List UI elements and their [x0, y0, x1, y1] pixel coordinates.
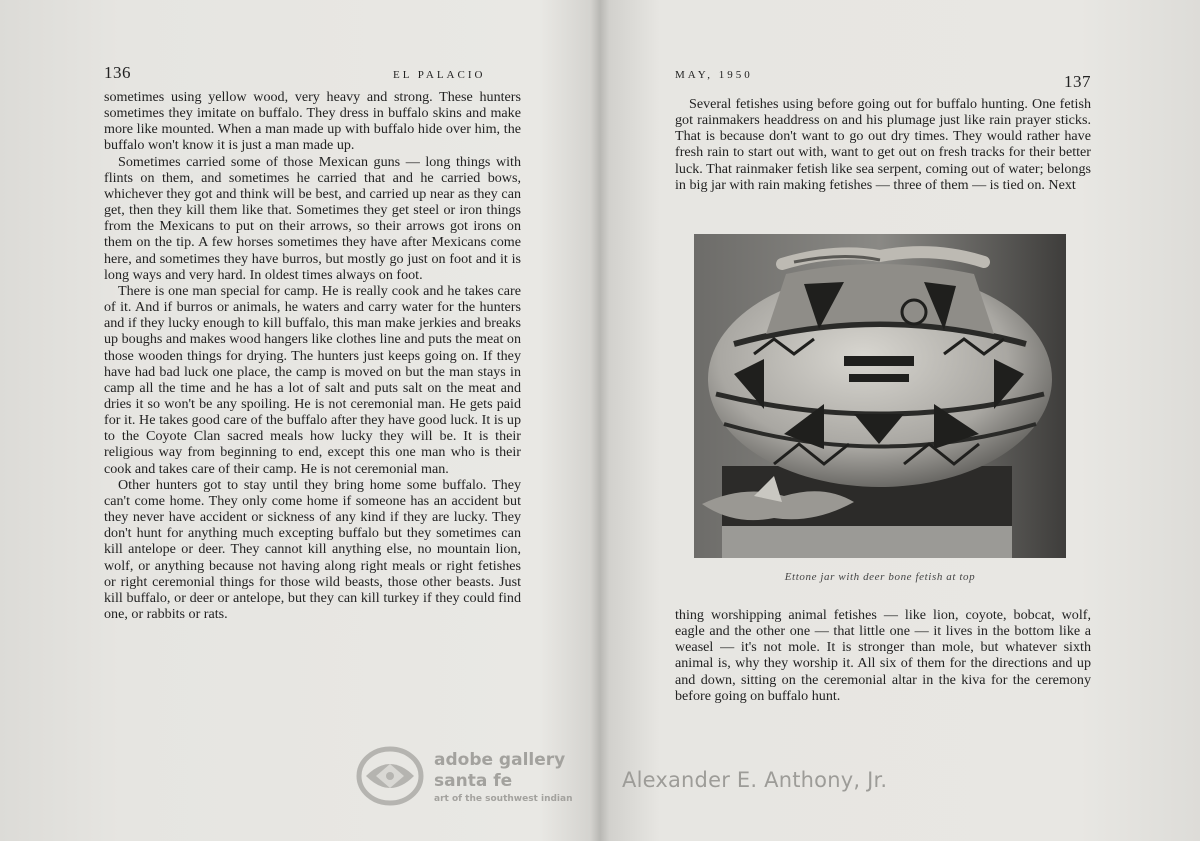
- watermark-tagline: art of the southwest indian: [434, 794, 573, 804]
- photo-ettone-jar: [694, 234, 1066, 558]
- adobe-gallery-watermark: [356, 746, 596, 812]
- gallery-logo-icon: [356, 746, 424, 806]
- left-page: [0, 0, 598, 841]
- figure-caption: Ettone jar with deer bone fetish at top: [784, 571, 976, 583]
- running-head: EL PALACIO: [393, 69, 486, 81]
- paragraph: Other hunters got to stay until they bring home some buffalo. They can't come home. They only come home if someone has an accident but they never have accident or sickness of any kind if they are lucky. They don't hunt for anything much excepting buffalo but they sometimes can kill antelope or deer. They cannot kill anything else, no mountain lion, wolf, or anything because not having along right meals or right fetishes or right ceremonial things for those wild beasts, those other beasts. Just kill buffalo, or deer or antelope, but they can kill turkey if they could find one, or rabbits or rats.: [104, 476, 521, 622]
- paragraph: sometimes using yellow wood, very heavy and strong. These hunters sometimes they imitate on buffalo. They dress in buffalo skins and make more like mounted. When a man made up with buffalo hide over him, the buffalo won't know it is just a man made up.: [104, 89, 521, 154]
- watermark-line-1: adobe gallery: [434, 750, 566, 770]
- left-page-body: [104, 89, 521, 622]
- paragraph: Sometimes carried some of those Mexican guns — long things with flints on them, and sometimes he carried that and he carried bows, whichever they got and think will be best, and carried up near as they can get, then they kill them like that. Sometimes they get steel or iron things from the Mexicans to put on their arrows, so their arrows got irons on them on the tip. A few horses sometimes they have after Mexicans come here, and sometimes they have burros, but mostly go just on foot and it is long ways and very hard. In oldest times always on foot.: [104, 153, 521, 283]
- right-page-top-text: [675, 96, 1091, 193]
- photographer-signature: Alexander E. Anthony, Jr.: [622, 768, 888, 792]
- watermark-title: [434, 750, 565, 792]
- paragraph: Several fetishes using before going out for buffalo hunting. One fetish got rainmakers headdress on and his plumage just like rain prayer sticks. That is because don't want to go out dry times. They would rather have fresh rain to start out with, want to get out on fresh tracks for their better luck. That rainmaker fetish like sea serpent, coming out of water; belongs in big jar with rain making fetishes — three of them — is tied on. Next: [675, 96, 1091, 193]
- paragraph: There is one man special for camp. He is really cook and he takes care of it. And if burros or animals, he waters and carry water for the hunters and if they lucky enough to kill buffalo, this man make jerkies and breaks up boughs and makes wood hangers like clothes line and puts the meat on those wooden things for drying. The hunters just keeps going on. If they have had bad luck one place, the camp is moved on but the man stays in camp all the time and he has a lot of salt and puts salt on the meat and dries it so won't be any spoiling. He is not ceremonial man. He gets paid for it. He takes good care of the buffalo after they have good luck. It is up to the Coyote Clan sacred meals how lucky they will be. It is their religious way from beginning to end, except this one man who is their cook and takes care of their camp. He is not ceremonial man.: [104, 282, 521, 477]
- right-page-bottom-text: [675, 607, 1091, 704]
- page-number: 137: [1064, 72, 1091, 91]
- running-head: MAY, 1950: [675, 69, 753, 81]
- right-page: [602, 0, 1200, 841]
- page-number: 136: [104, 63, 131, 82]
- jar-illustration: [694, 234, 1066, 558]
- paragraph: thing worshipping animal fetishes — like lion, coyote, bobcat, wolf, eagle and the other one — that little one — it lives in the bottom like a weasel — it's not mole. It is stronger than mole, but whatever sixth animal is, why they worship it. All six of them for the directions and up and down, sitting on the ceremonial altar in the kiva for the ceremony before going on buffalo hunt.: [675, 607, 1091, 704]
- watermark-line-2: santa fe: [434, 771, 513, 791]
